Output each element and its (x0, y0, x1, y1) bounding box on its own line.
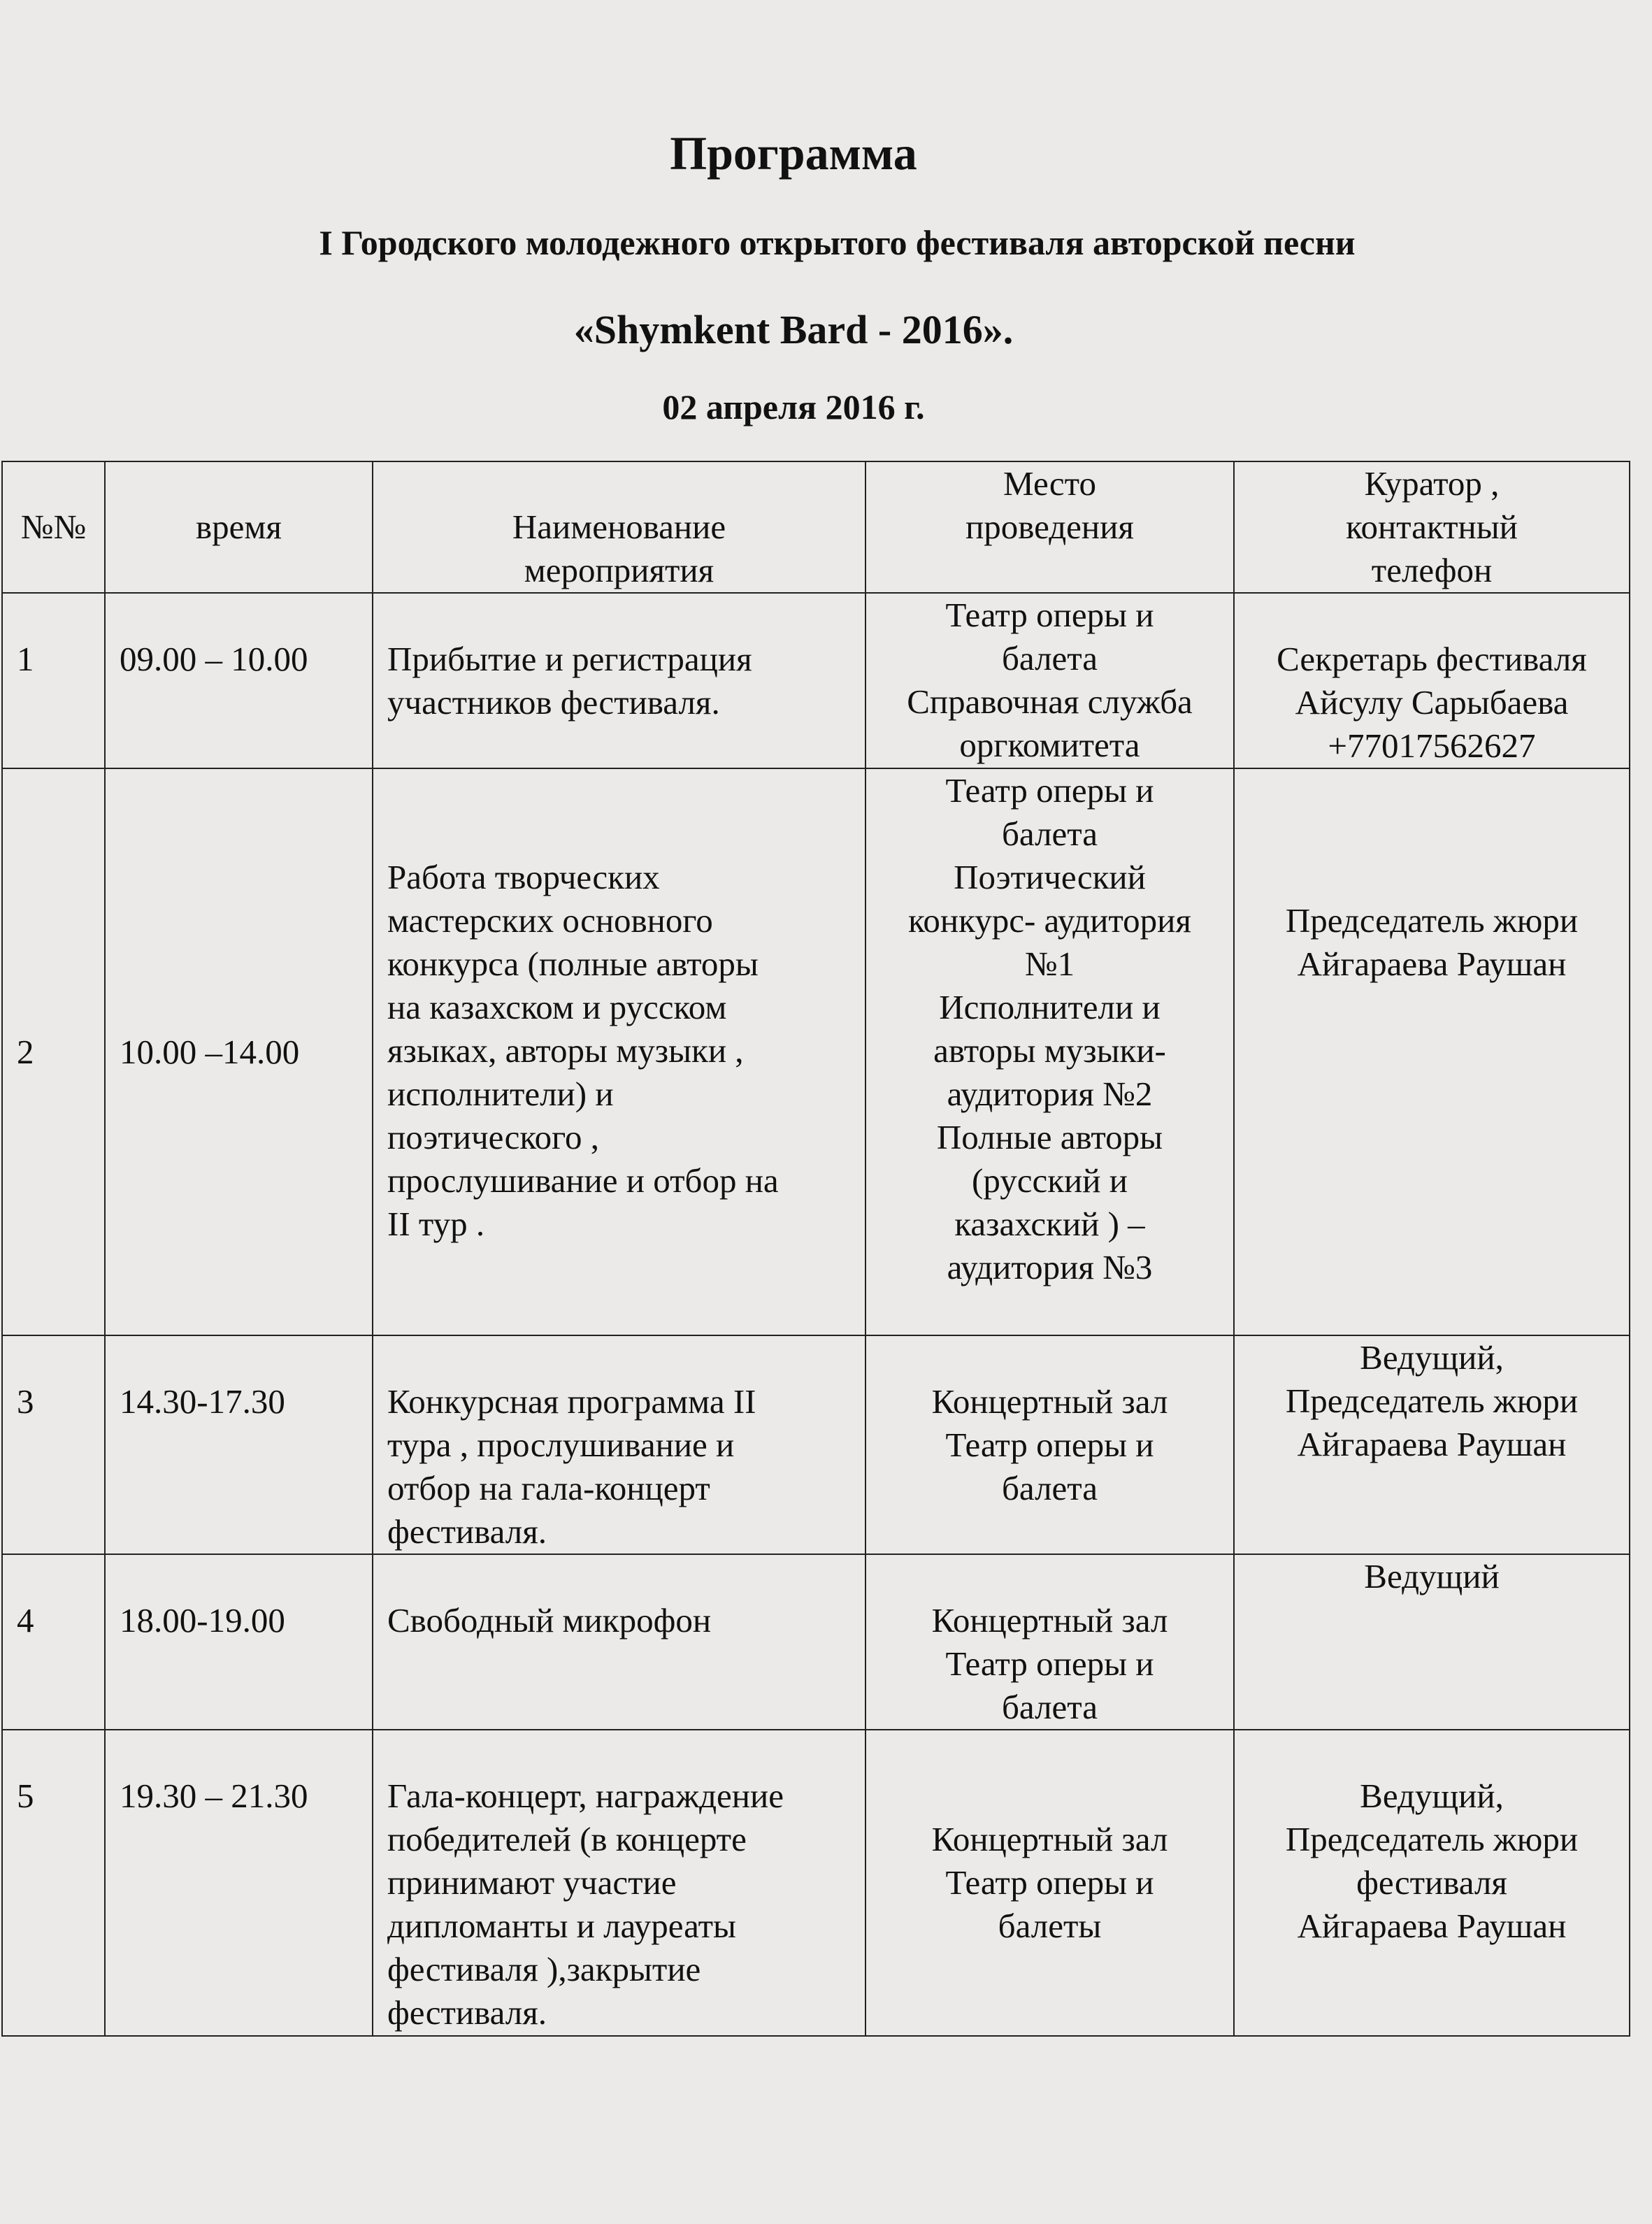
row-venue: Концертный зал Театр оперы и балета (865, 1335, 1234, 1554)
table-row (2, 768, 1630, 1335)
row-time: 18.00-19.00 (105, 1554, 373, 1730)
row-time: 10.00 –14.00 (105, 768, 373, 1335)
row-time: 09.00 – 10.00 (105, 593, 373, 768)
row-number: 4 (2, 1554, 105, 1730)
table-row (2, 1730, 1630, 2036)
row-number: 1 (2, 593, 105, 768)
row-curator: Секретарь фестиваля Айсулу Сарыбаева +77017562627 (1234, 593, 1630, 768)
table-row (2, 1335, 1630, 1554)
row-venue: Концертный зал Театр оперы и балета (865, 1554, 1234, 1730)
row-venue: Театр оперы и балета Справочная служба оргкомитета (865, 593, 1234, 768)
row-venue: Театр оперы и балета Поэтический конкурс- аудитория №1 Исполнители и авторы музыки- аудитория №2 Полные авторы (русский и казахский ) – аудитория №3 (865, 768, 1234, 1335)
row-venue: Концертный зал Театр оперы и балеты (865, 1730, 1234, 2036)
column-header-event: Наименование мероприятия (373, 461, 865, 593)
page-title: Программа (670, 127, 917, 180)
row-event: Свободный микрофон (373, 1554, 865, 1730)
row-time: 14.30-17.30 (105, 1335, 373, 1554)
column-header-venue: Место проведения (865, 461, 1234, 593)
row-number: 5 (2, 1730, 105, 2036)
row-curator: Ведущий, Председатель жюри фестиваля Айгараева Раушан (1234, 1730, 1630, 2036)
festival-subtitle: I Городского молодежного открытого фестиваля авторской песни (319, 223, 1356, 262)
column-header-time: время (105, 461, 373, 593)
row-event: Гала-концерт, награждение победителей (в концерте принимают участие дипломанты и лауреаты фестиваля ),закрытие фестиваля. (373, 1730, 865, 2036)
table-header-row (2, 461, 1630, 593)
column-header-curator: Куратор , контактный телефон (1234, 461, 1630, 593)
row-curator: Председатель жюри Айгараева Раушан (1234, 768, 1630, 1335)
table-row (2, 593, 1630, 768)
row-event: Конкурсная программа II тура , прослушивание и отбор на гала-концерт фестиваля. (373, 1335, 865, 1554)
column-header-number: №№ (2, 461, 105, 593)
row-curator: Ведущий, Председатель жюри Айгараева Раушан (1234, 1335, 1630, 1554)
row-curator: Ведущий (1234, 1554, 1630, 1730)
festival-date: 02 апреля 2016 г. (662, 387, 925, 426)
table-row (2, 1554, 1630, 1730)
row-time: 19.30 – 21.30 (105, 1730, 373, 2036)
row-number: 3 (2, 1335, 105, 1554)
row-event: Работа творческих мастерских основного конкурса (полные авторы на казахском и русском языках, авторы музыки , исполнители) и поэтического , прослушивание и отбор на II тур . (373, 768, 865, 1335)
program-table (1, 461, 1630, 2037)
row-number: 2 (2, 768, 105, 1335)
festival-name: «Shymkent Bard - 2016». (573, 307, 1014, 352)
row-event: Прибытие и регистрация участников фестиваля. (373, 593, 865, 768)
